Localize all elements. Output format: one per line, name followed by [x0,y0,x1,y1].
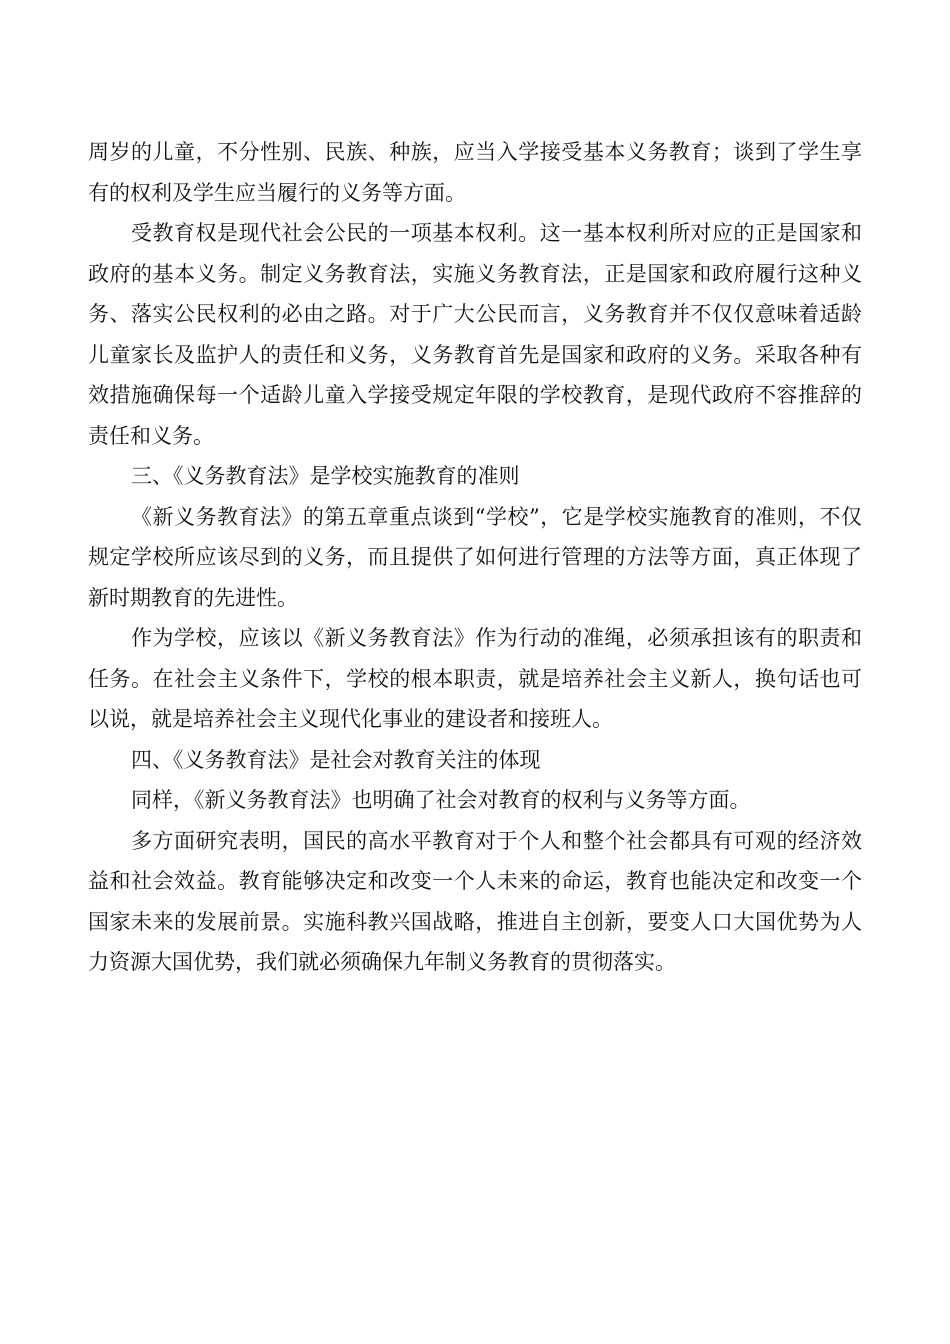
paragraph-continuation: 周岁的儿童，不分性别、民族、种族，应当入学接受基本义务教育；谈到了学生享有的权利及学生应当履行的义务等方面。 [88,140,862,205]
paragraph-school-duty: 作为学校，应该以《新义务教育法》作为行动的准绳，必须承担该有的职责和任务。在社会主义条件下，学校的根本职责，就是培养社会主义新人，换句话也可以说，就是培养社会主义现代化事业的建设者和接班人。 [88,626,862,731]
section-heading-four: 四、《义务教育法》是社会对教育关注的体现 [131,747,541,772]
paragraph-society-rights: 同样，《新义务教育法》也明确了社会对教育的权利与义务等方面。 [131,788,751,812]
document-page [88,132,862,983]
paragraph-research-benefits: 多方面研究表明，国民的高水平教育对于个人和整个社会都具有可观的经济效益和社会效益。教育能够决定和改变一个人未来的命运，教育也能决定和改变一个国家未来的发展前景。实施科教兴国战略，推进自主创新，要变人口大国优势为人力资源大国优势，我们就必须确保九年制义务教育的贯彻落实。 [88,828,862,974]
section-heading-three: 三、《义务教育法》是学校实施教育的准则 [131,464,520,488]
paragraph-chapter-five: 《新义务教育法》的第五章重点谈到“学校”，它是学校实施教育的准则，不仅规定学校所应该尽到的义务，而且提供了如何进行管理的方法等方面，真正体现了新时期教育的先进性。 [88,504,862,610]
paragraph-right-to-education: 受教育权是现代社会公民的一项基本权利。这一基本权利所对应的正是国家和政府的基本义务。制定义务教育法，实施义务教育法，正是国家和政府履行这种义务、落实公民权利的必由之路。对于广大公民而言，义务教育并不仅仅意味着适龄儿童家长及监护人的责任和义务，义务教育首先是国家和政府的义务。采取各种有效措施确保每一个适龄儿童入学接受规定年限的学校教育，是现代政府不容推辞的责任和义务。 [88,221,862,448]
